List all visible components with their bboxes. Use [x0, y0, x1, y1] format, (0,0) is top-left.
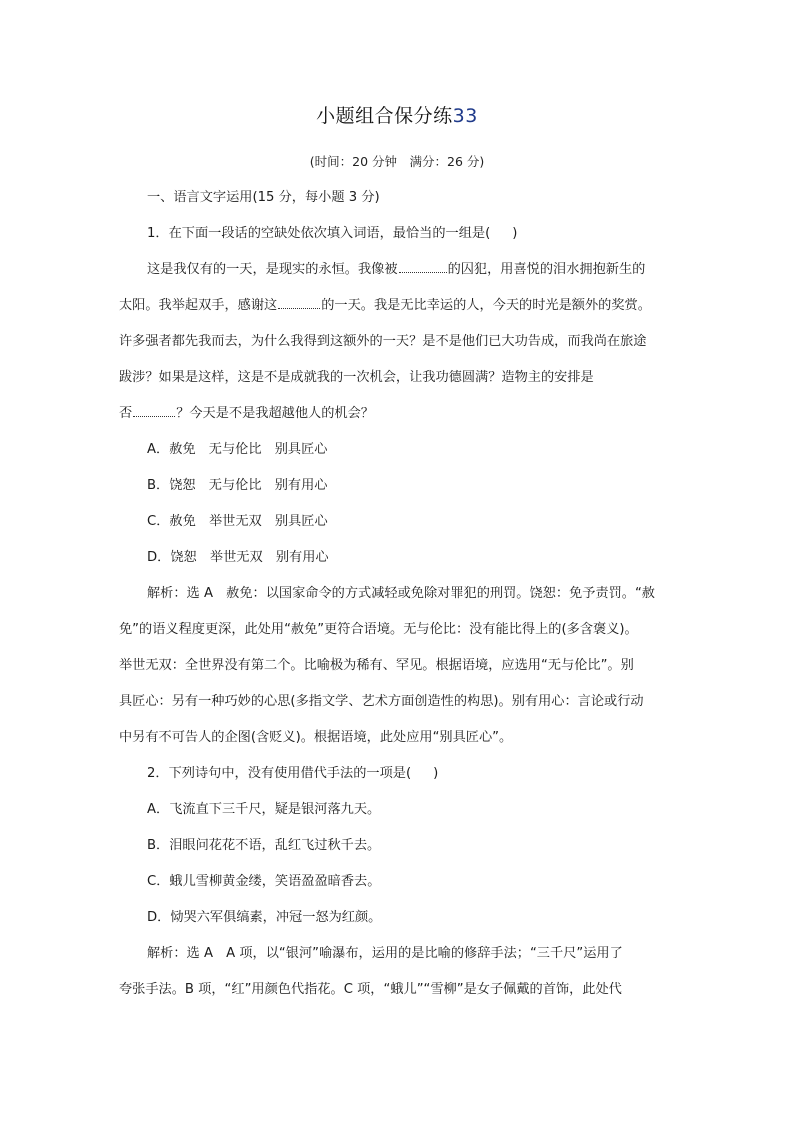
option-d: D．恸哭六军俱缟素，冲冠一怒为红颜。	[147, 910, 382, 925]
question-1-stem-close: )	[512, 226, 518, 241]
analysis-line: 举世无双：全世界没有第二个。比喻极为稀有、罕见。根据语境，应选用“无与伦比”。别	[119, 658, 634, 673]
analysis-line: 解析：选 A 赦免：以国家命令的方式减轻或免除对罪犯的刑罚。饶恕：免予责罚。“赦	[147, 586, 655, 601]
title-text: 小题组合保分练	[316, 105, 453, 127]
question-2-stem-text: 2．下列诗句中，没有使用借代手法的一项是(	[147, 766, 412, 781]
passage-text: 太阳。我举起双手，感谢这	[119, 298, 278, 313]
passage-text: 这是我仅有的一天，是现实的永恒。我像被	[147, 262, 398, 277]
page-title	[0, 101, 794, 128]
option-c: C．赦免 举世无双 别具匠心	[147, 514, 328, 529]
analysis-line: 具匠心：另有一种巧妙的心思(多指文学、艺术方面创造性的构思)。别有用心：言论或行动	[119, 694, 644, 709]
fill-blank-1	[399, 260, 447, 273]
section-heading: 一、语言文字运用(15 分，每小题 3 分)	[147, 190, 380, 205]
analysis-line: 夸张手法。B 项，“红”用颜色代指花。C 项，“蛾儿”“雪柳”是女子佩戴的首饰，此处代	[119, 982, 622, 997]
question-2-stem	[147, 764, 679, 784]
option-a: A．赦免 无与伦比 别具匠心	[147, 442, 328, 457]
passage-line	[119, 404, 679, 424]
time-and-score: (时间：20 分钟 满分：26 分)	[309, 154, 485, 169]
analysis-line: 中另有不可告人的企图(含贬义)。根据语境，此处应用“别具匠心”。	[119, 730, 513, 745]
title-number: 33	[452, 105, 478, 127]
passage-line	[119, 332, 679, 352]
option-b: B．饶恕 无与伦比 别有用心	[147, 478, 328, 493]
passage-line	[119, 368, 679, 388]
option-d: D．饶恕 举世无双 别有用心	[147, 550, 329, 565]
passage-text: 许多强者都先我而去，为什么我得到这额外的一天？是不是他们已大功告成，而我尚在旅途	[119, 334, 647, 349]
analysis-line: 免”的语义程度更深，此处用“赦免”更符合语境。无与伦比：没有能比得上的(多含褒义)。	[119, 622, 638, 637]
question-2-stem-close: )	[433, 766, 439, 781]
passage-text: 否	[119, 406, 133, 421]
passage-line	[147, 260, 679, 280]
passage-text: ？今天是不是我超越他人的机会？	[176, 406, 374, 421]
question-1-stem	[147, 224, 679, 244]
passage-text: 的一天。我是无比幸运的人，今天的时光是额外的奖赏。	[321, 298, 651, 313]
fill-blank-2	[278, 296, 320, 309]
option-c: C．蛾儿雪柳黄金缕，笑语盈盈暗香去。	[147, 874, 381, 889]
option-a: A．飞流直下三千尺，疑是银河落九天。	[147, 802, 381, 817]
question-1-stem-text: 1．在下面一段话的空缺处依次填入词语，最恰当的一组是(	[147, 226, 491, 241]
passage-text: 的囚犯，用喜悦的泪水拥抱新生的	[447, 262, 646, 277]
analysis-line: 解析：选 A A 项，以“银河”喻瀑布，运用的是比喻的修辞手法；“三千尺”运用了	[147, 946, 623, 961]
passage-text: 跋涉？如果是这样，这是不是成就我的一次机会，让我功德圆满？造物主的安排是	[119, 370, 594, 385]
option-b: B．泪眼问花花不语，乱红飞过秋千去。	[147, 838, 381, 853]
fill-blank-3	[133, 404, 175, 417]
passage-line	[119, 296, 679, 316]
